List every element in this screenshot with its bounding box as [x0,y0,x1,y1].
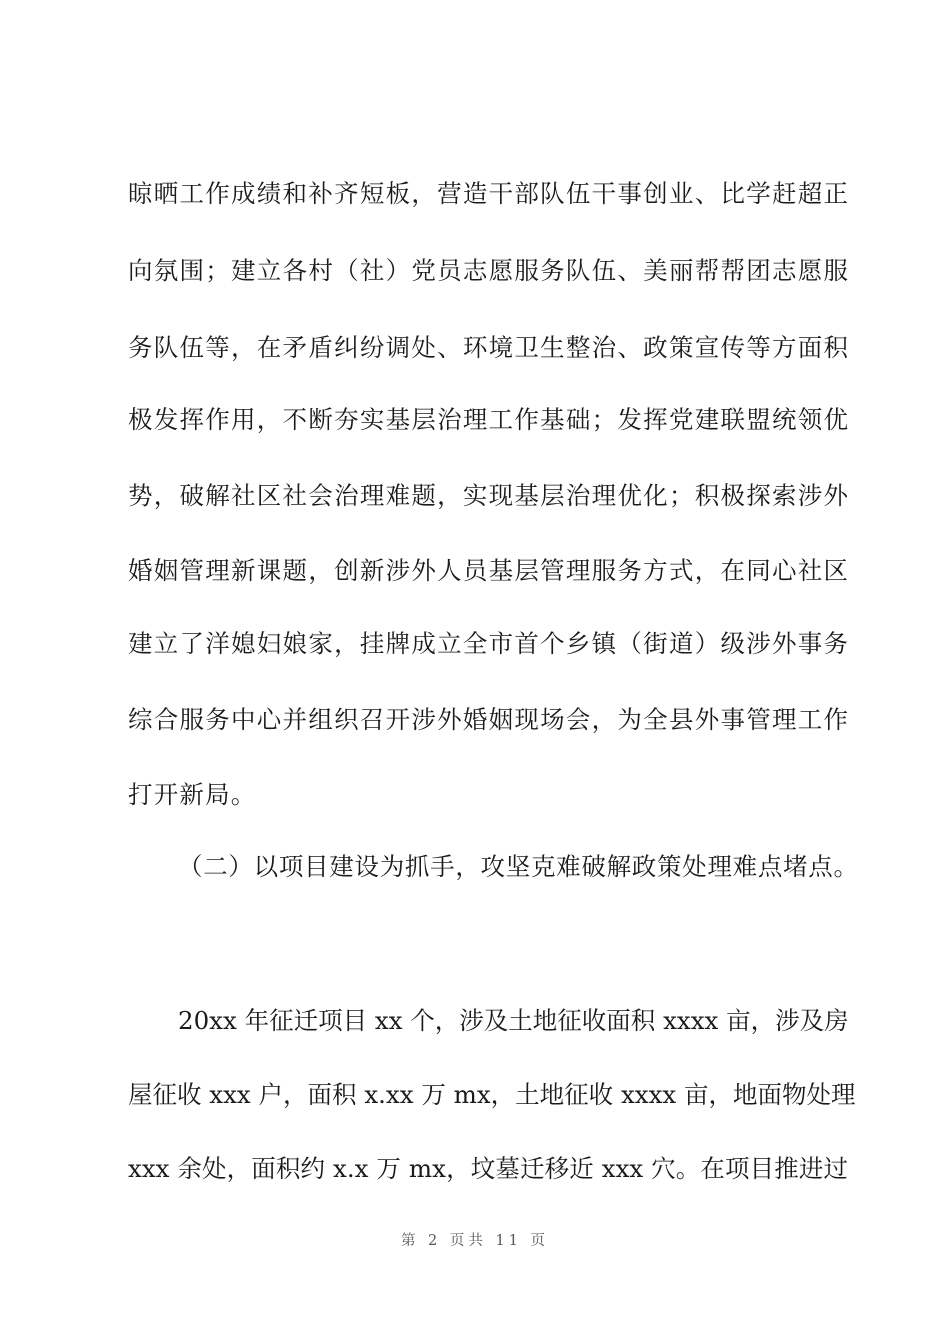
paragraph-line: 极发挥作用，不断夯实基层治理工作基础；发挥党建联盟统领优 [128,405,848,434]
paragraph-line: xxx 余处，面积约 x.x 万 mx，坟墓迁移近 xxx 穴。在项目推进过 [128,1154,848,1183]
page-number-footer: 第 2 页共 11 页 [400,1233,550,1249]
paragraph-line: 晾晒工作成绩和补齐短板，营造干部队伍干事创业、比学赶超正 [128,179,848,208]
paragraph-line: 建立了洋媳妇娘家，挂牌成立全市首个乡镇（街道）级涉外事务 [128,629,848,658]
paragraph-line: 向氛围；建立各村（社）党员志愿服务队伍、美丽帮帮团志愿服 [128,256,848,285]
paragraph-line: 打开新局。 [128,780,257,809]
paragraph-line: 综合服务中心并组织召开涉外婚姻现场会，为全县外事管理工作 [128,705,848,734]
paragraph-line: 20xx 年征迁项目 xx 个，涉及土地征收面积 xxxx 亩，涉及房 [178,1006,849,1035]
paragraph-line: 婚姻管理新课题，创新涉外人员基层管理服务方式，在同心社区 [128,556,848,585]
section-heading: （二）以项目建设为抓手，攻坚克难破解政策处理难点堵点。 [178,852,858,881]
paragraph-line: 务队伍等，在矛盾纠纷调处、环境卫生整治、政策宣传等方面积 [128,333,848,362]
paragraph-line: 势，破解社区社会治理难题，实现基层治理优化；积极探索涉外 [128,481,848,510]
paragraph-line: 屋征收 xxx 户，面积 x.xx 万 mx，土地征收 xxxx 亩，地面物处理 [128,1080,856,1109]
